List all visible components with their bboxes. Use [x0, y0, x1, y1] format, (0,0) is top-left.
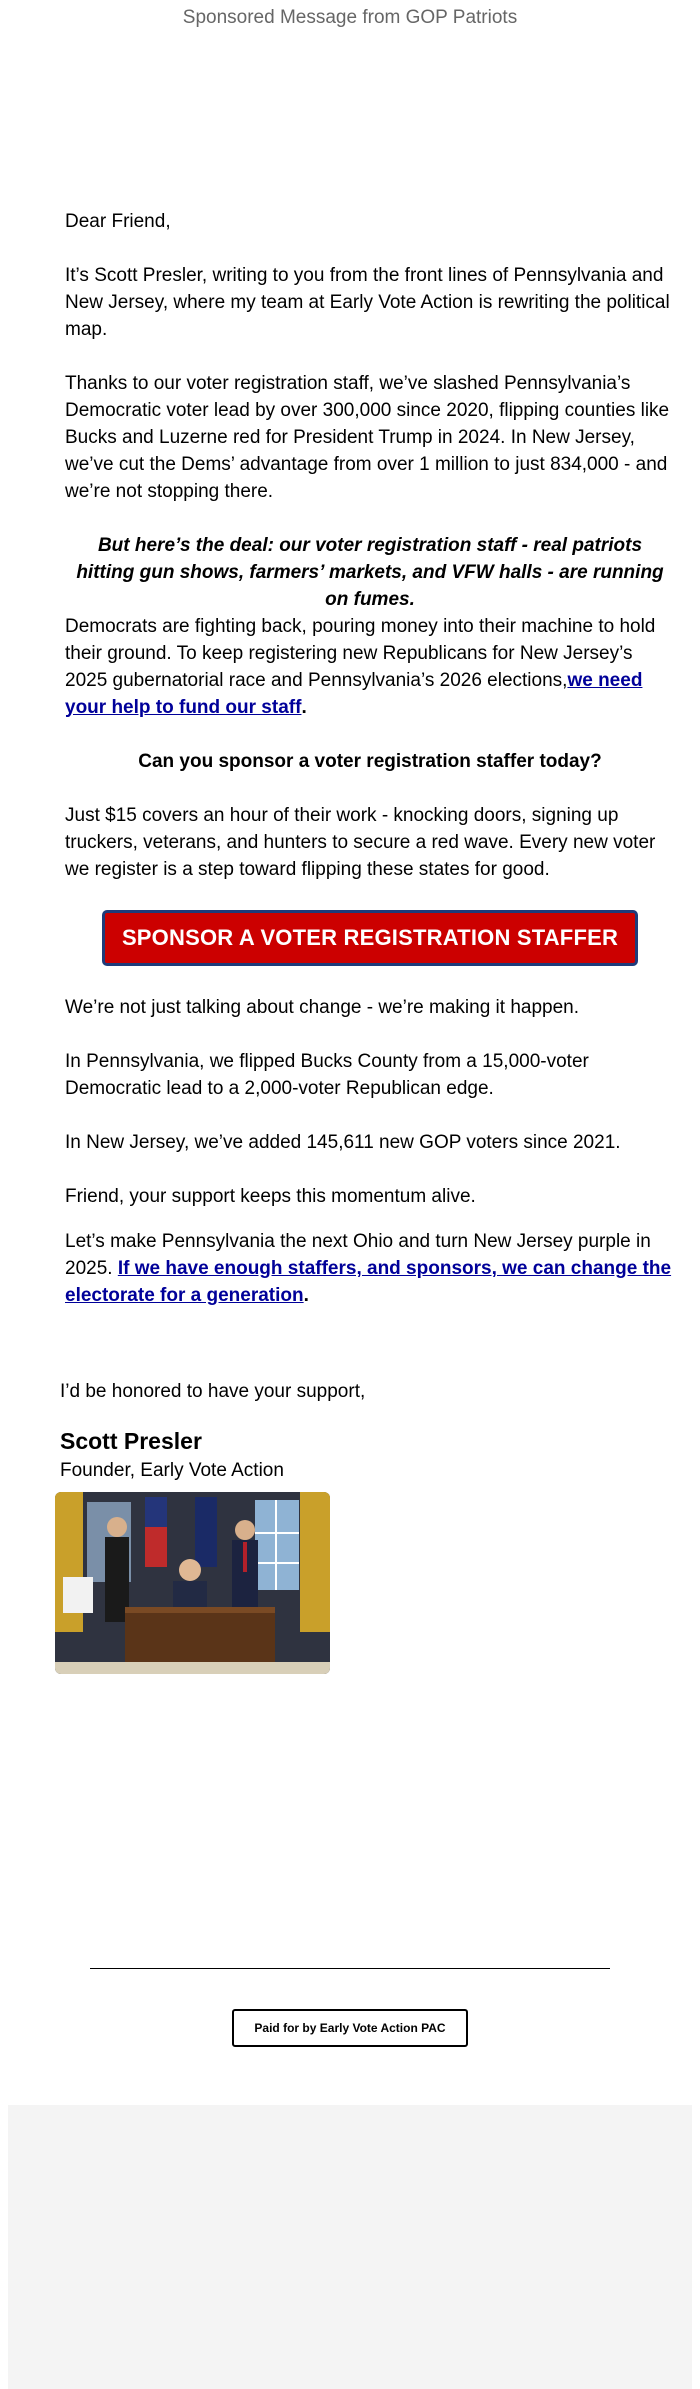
paragraph-ohio — [65, 1228, 675, 1309]
sponsor-staffer-button[interactable]: SPONSOR A VOTER REGISTRATION STAFFER — [102, 910, 638, 966]
deal-callout: But here’s the deal: our voter registration staff - real patriots hitting gun shows, farmers’ markets, and VFW halls - are running on fumes. — [76, 535, 664, 610]
change-electorate-link[interactable]: If we have enough staffers, and sponsors, we can change the electorate for a generation — [65, 1258, 672, 1306]
paragraph-fund — [65, 613, 675, 721]
footer-divider — [90, 1968, 610, 1969]
signature-name: Scott Presler — [60, 1428, 202, 1454]
oval-office-photo — [55, 1492, 330, 1674]
paragraph-intro: It’s Scott Presler, writing to you from the front lines of Pennsylvania and New Jersey, where my team at Early Vote Action is rewriting the political map. — [65, 265, 670, 340]
paragraph-ohio-text: Let’s make Pennsylvania the next Ohio and turn New Jersey purple in 2025. — [65, 1231, 651, 1279]
paragraph-nj: In New Jersey, we’ve added 145,611 new GOP voters since 2021. — [65, 1132, 621, 1153]
paragraph-momentum: Friend, your support keeps this momentum alive. — [65, 1186, 476, 1207]
sponsor-question: Can you sponsor a voter registration staffer today? — [138, 751, 602, 772]
letter-body — [65, 208, 675, 1336]
paragraph-results: Thanks to our voter registration staff, we’ve slashed Pennsylvania’s Democratic voter lead by over 300,000 since 2020, flipping counties like Bucks and Luzerne red for President Trump in 2024. In New Jersey, we’ve cut the Dems’ advantage from over 1 million to just 834,000 - and we’re not stopping there. — [65, 373, 670, 502]
paid-for-disclaimer: Paid for by Early Vote Action PAC — [232, 2009, 468, 2047]
paragraph-fund-text: Democrats are fighting back, pouring money into their machine to hold their ground. To keep registering new Republicans for New Jersey’s 2025 gubernatorial race and Pennsylvania’s 2026 elections, — [65, 616, 656, 691]
oval-office-photo-icon — [55, 1492, 330, 1674]
sponsored-header — [0, 0, 700, 37]
signature-title: Founder, Early Vote Action — [60, 1460, 284, 1481]
paragraph-bucks: In Pennsylvania, we flipped Bucks County from a 15,000-voter Democratic lead to a 2,000-voter Republican edge. — [65, 1051, 589, 1099]
paragraph-fund-end: . — [301, 697, 307, 718]
footer-background — [8, 2105, 692, 2389]
paragraph-cost: Just $15 covers an hour of their work - knocking doors, signing up truckers, veterans, and hunters to secure a red wave. Every new voter we register is a step toward flipping these states for good. — [65, 805, 656, 880]
signoff: I’d be honored to have your support, — [60, 1381, 366, 1402]
greeting: Dear Friend, — [65, 211, 171, 232]
sponsored-text: Sponsored Message from GOP Patriots — [182, 7, 518, 28]
fund-staff-link[interactable]: we need your help to fund our staff — [65, 670, 643, 718]
cta-wrapper — [65, 910, 675, 966]
paragraph-ohio-end: . — [303, 1285, 309, 1306]
paragraph-change: We’re not just talking about change - we’re making it happen. — [65, 997, 580, 1018]
